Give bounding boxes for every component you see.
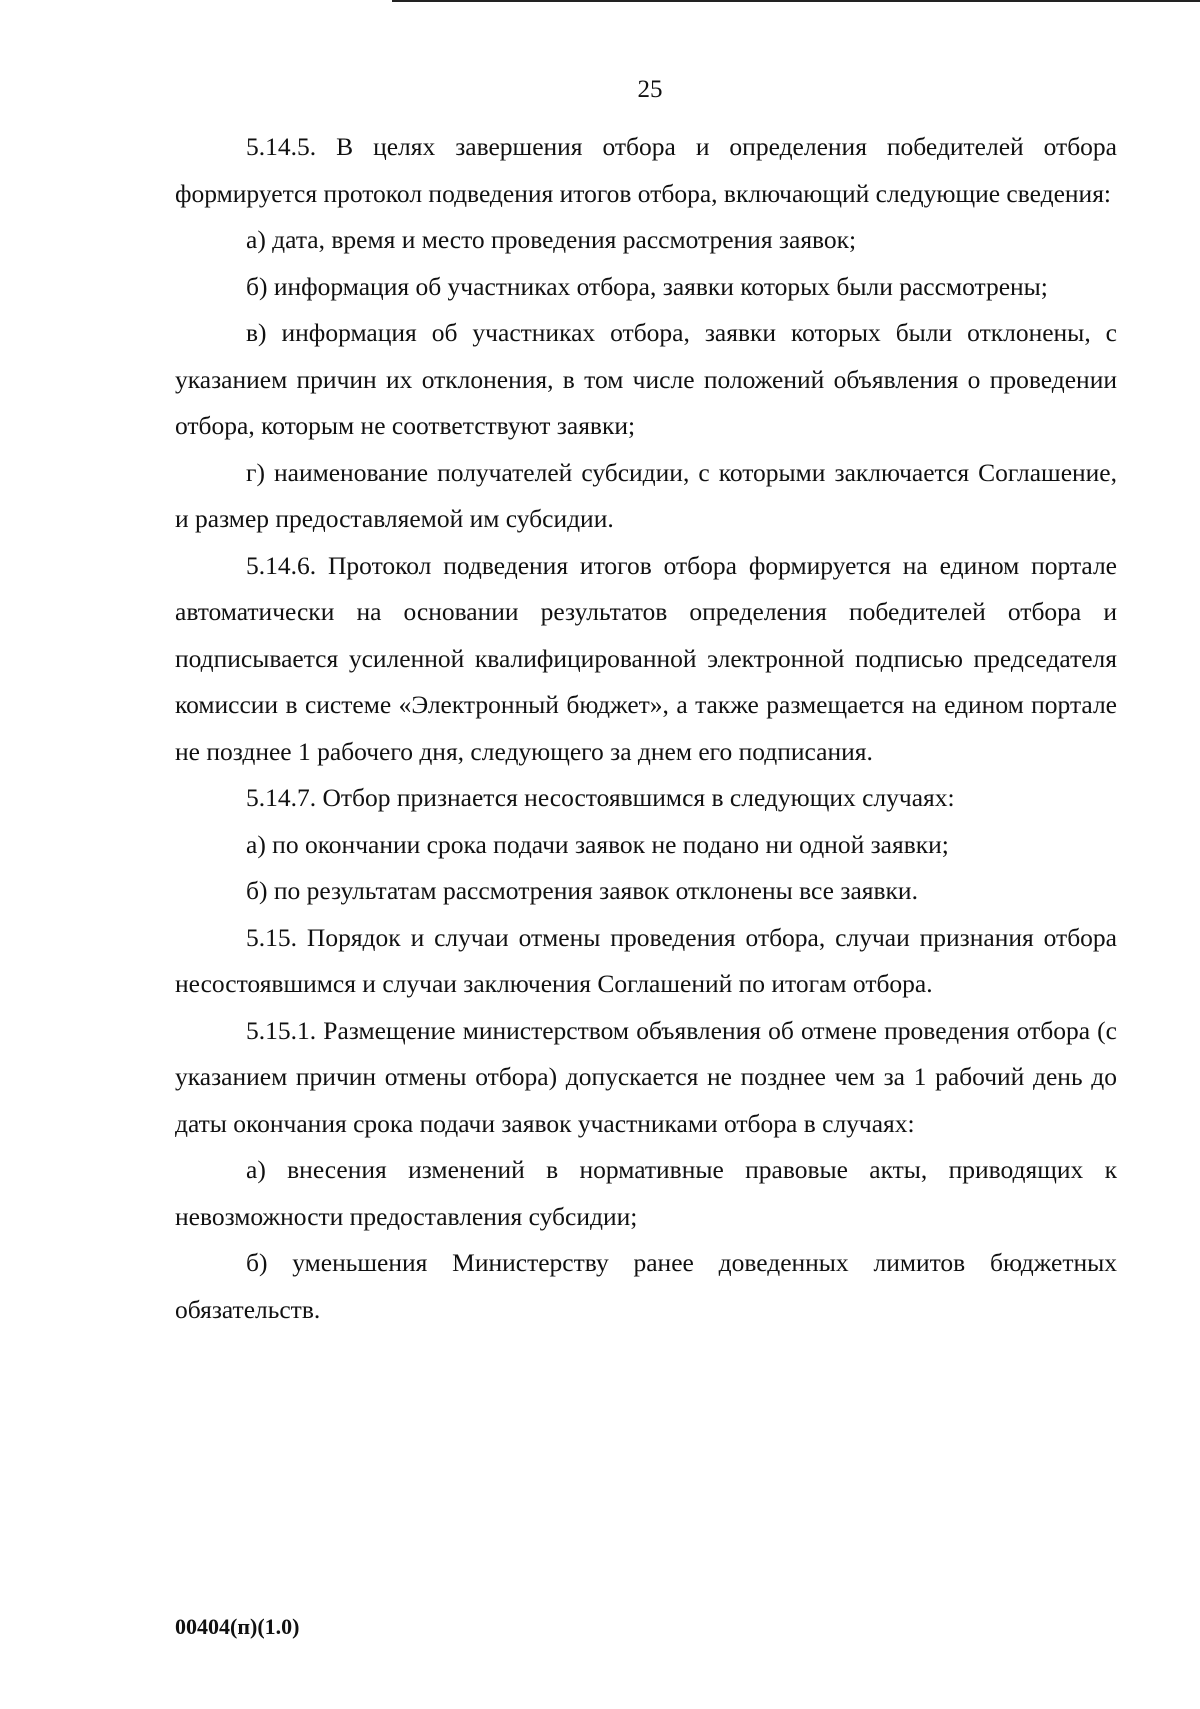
paragraph-5-15: 5.15. Порядок и случаи отмены проведения отбора, случаи признания отбора несостоявшимся и случаи заключения Соглашений по итогам отбора. <box>175 922 1117 998</box>
document-code: 00404(п)(1.0) <box>175 1614 300 1639</box>
paragraph-item-b-reviewed: б) информация об участниках отбора, заявки которых были рассмотрены; <box>246 271 1048 301</box>
document-body <box>175 124 1117 1333</box>
paragraph-item-b-all-rejected: б) по результатам рассмотрения заявок отклонены все заявки. <box>246 876 918 905</box>
paragraph-item-b-limits-reduced: б) уменьшения Министерству ранее доведенных лимитов бюджетных обязательств. <box>175 1248 1117 1324</box>
paragraph-item-a-no-applications: а) по окончании срока подачи заявок не подано ни одной заявки; <box>246 829 949 859</box>
paragraph-5-14-7: 5.14.7. Отбор признается несостоявшимся в следующих случаях: <box>246 783 955 812</box>
page-number: 25 <box>637 76 663 103</box>
paragraph-item-g-recipients: г) наименование получателей субсидии, с которыми заключается Соглашение, и размер предоставляемой им субсидии. <box>175 457 1117 533</box>
top-rule <box>392 0 1200 2</box>
paragraph-5-14-6: 5.14.6. Протокол подведения итогов отбора формируется на едином портале автоматически на основании результатов определения победителей отбора и подписывается усиленной квалифицированной электронной подписью председателя комиссии в системе «Электронный бюджет», а также размещается на едином портале не позднее 1 рабочего дня, следующего за днем его подписания. <box>175 550 1117 766</box>
paragraph-item-v-rejected: в) информация об участниках отбора, заявки которых были отклонены, с указанием причин их отклонения, в том числе положений объявления о проведении отбора, которым не соответствуют заявки; <box>175 318 1117 440</box>
paragraph-5-15-1: 5.15.1. Размещение министерством объявления об отмене проведения отбора (с указанием причин отмены отбора) допускается не позднее чем за 1 рабочий день до даты окончания срока подачи заявок участниками отбора в случаях: <box>175 1015 1117 1138</box>
paragraph-5-14-5: 5.14.5. В целях завершения отбора и определения победителей отбора формируется протокол подведения итогов отбора, включающий следующие сведения: <box>175 132 1117 208</box>
paragraph-item-a-date: а) дата, время и место проведения рассмотрения заявок; <box>246 225 857 254</box>
paragraph-item-a-legal-changes: а) внесения изменений в нормативные правовые акты, приводящих к невозможности предоставления субсидии; <box>175 1155 1117 1231</box>
